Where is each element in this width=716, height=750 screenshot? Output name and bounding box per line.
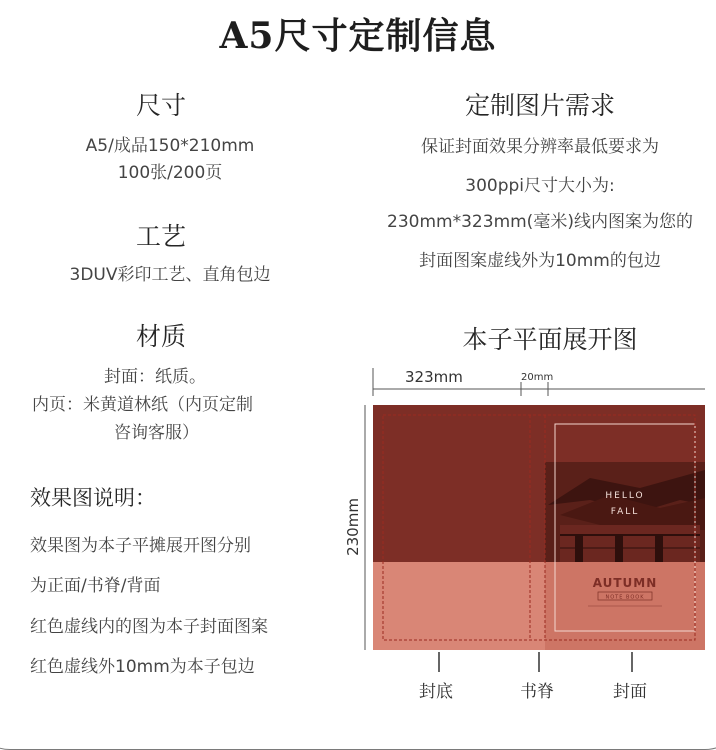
cover-hello-text: HELLO	[605, 491, 645, 501]
effect-line-3: 红色虚线内的图为本子封面图案	[30, 617, 268, 637]
effect-heading: 效果图说明：	[30, 486, 156, 510]
cover-autumn-text: AUTUMN	[592, 576, 658, 590]
requirement-heading: 定制图片需求	[464, 91, 615, 120]
material-heading: 材质	[136, 322, 187, 351]
material-line-2: 内页：米黄道林纸（内页定制	[32, 395, 253, 415]
spine-width-label: 20mm	[521, 372, 554, 383]
size-line-1: A5/成品150*210mm	[85, 136, 255, 156]
requirement-line-4: 封面图案虚线外为10mm的包边	[419, 251, 661, 271]
cover-notebook-text: NOTE BOOK	[605, 594, 645, 601]
requirement-line-3: 230mm*323mm(毫米)线内图案为您的	[387, 212, 693, 232]
diagram-heading: 本子平面展开图	[462, 325, 638, 354]
effect-line-4: 红色虚线外10mm为本子包边	[30, 657, 255, 677]
craft-heading: 工艺	[136, 222, 187, 251]
size-line-2: 100张/200页	[117, 163, 223, 183]
effect-line-1: 效果图为本子平摊展开图分别	[30, 536, 251, 556]
requirement-line-2: 300ppi尺寸大小为:	[465, 176, 615, 196]
cover-fall-text: FALL	[610, 507, 640, 517]
spine-label: 书脊	[520, 682, 554, 702]
width-label: 323mm	[405, 368, 463, 386]
material-line-3: 咨询客服）	[114, 423, 199, 443]
page-title: A5尺寸定制信息	[219, 15, 497, 57]
back-cover-label: 封底	[419, 682, 453, 702]
height-label: 230mm	[344, 498, 362, 556]
size-heading: 尺寸	[136, 91, 187, 120]
front-cover-label: 封面	[613, 682, 647, 702]
requirement-line-1: 保证封面效果分辨率最低要求为	[421, 137, 659, 157]
effect-line-2: 为正面/书脊/背面	[30, 576, 161, 596]
craft-line-1: 3DUV彩印工艺、直角包边	[69, 265, 271, 285]
material-line-1: 封面：纸质。	[104, 367, 206, 387]
